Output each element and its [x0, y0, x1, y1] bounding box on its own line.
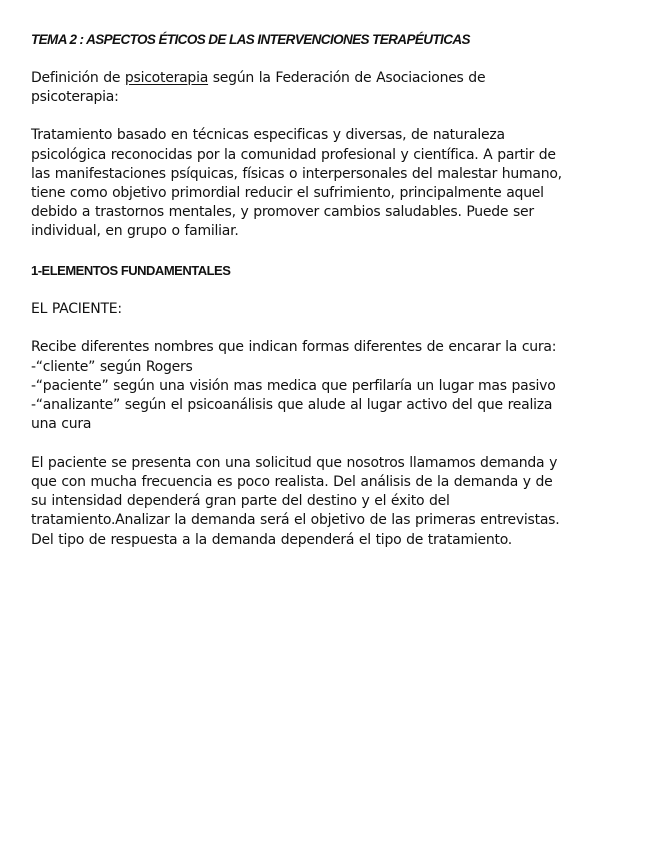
subheading-text: EL PACIENTE: — [31, 300, 122, 317]
names-line: -“analizante” según el psicoanálisis que alude al lugar activo del que realiza — [31, 396, 553, 413]
definition-line: debido a trastornos mentales, y promover cambios saludables. Puede ser — [31, 204, 534, 221]
spacer — [31, 49, 629, 69]
definition-paragraph — [31, 126, 629, 241]
patient-subheading — [31, 300, 629, 319]
spacer — [31, 319, 629, 339]
definition-line: individual, en grupo o familiar. — [31, 223, 239, 240]
psicoterapia-link[interactable]: psicoterapia — [124, 69, 209, 86]
definition-line: tiene como objetivo primordial reducir el sufrimiento, principalmente aquel — [31, 185, 544, 202]
definition-line: psicológica reconocidas por la comunidad profesional y científica. A partir de — [31, 146, 556, 163]
spacer — [31, 242, 629, 262]
demand-line: su intensidad dependerá gran parte del destino y el éxito del — [31, 493, 450, 510]
document-title: TEMA 2 : ASPECTOS ÉTICOS DE LAS INTERVENCIONES TERAPÉUTICAS — [31, 32, 470, 47]
names-line: Recibe diferentes nombres que indican formas diferentes de encarar la cura: — [31, 339, 557, 356]
demand-line: que con mucha frecuencia es poco realista. Del análisis de la demanda y de — [31, 474, 553, 491]
spacer — [31, 107, 629, 127]
definition-intro-suffix: según la Federación de Asociaciones de — [208, 69, 486, 86]
definition-intro-prefix: Definición de — [31, 69, 125, 86]
names-line: -“paciente” según una visión mas medica que perfilaría un lugar mas pasivo — [31, 377, 556, 394]
demand-paragraph — [31, 454, 629, 550]
definition-intro — [31, 69, 629, 107]
demand-line: El paciente se presenta con una solicitud que nosotros llamamos demanda y — [31, 454, 558, 471]
definition-line: las manifestaciones psíquicas, físicas o interpersonales del malestar humano, — [31, 165, 562, 182]
spacer — [31, 434, 629, 454]
definition-line: Tratamiento basado en técnicas especificas y diversas, de naturaleza — [31, 127, 505, 144]
names-line: una cura — [31, 416, 92, 433]
definition-intro-line-2: psicoterapia: — [31, 88, 119, 105]
document-page — [31, 30, 629, 550]
demand-line: Del tipo de respuesta a la demanda dependerá el tipo de tratamiento. — [31, 531, 512, 548]
definition-intro-line-1 — [31, 69, 629, 88]
spacer — [31, 280, 629, 300]
section-heading: 1-ELEMENTOS FUNDAMENTALES — [31, 263, 231, 279]
demand-line: tratamiento.Analizar la demanda será el objetivo de las primeras entrevistas. — [31, 512, 560, 529]
names-line: -“cliente” según Rogers — [31, 358, 193, 375]
names-paragraph — [31, 338, 629, 434]
